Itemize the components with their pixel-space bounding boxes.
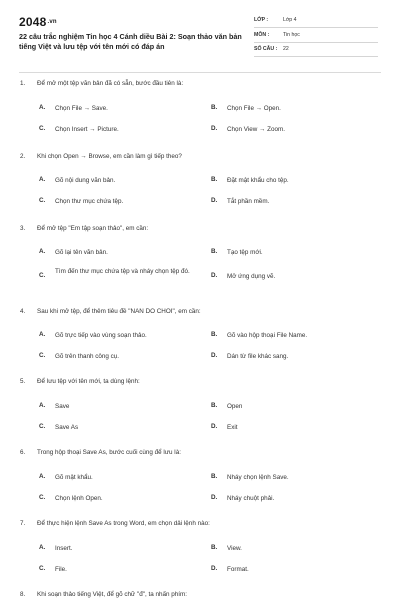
- question-number: 4.: [20, 308, 26, 315]
- option-text: Chọn thư mục chứa tệp.: [55, 198, 124, 205]
- option-letter: D.: [211, 125, 218, 132]
- option-text: Chọn lệnh Open.: [55, 495, 103, 502]
- option-letter: C.: [39, 125, 46, 132]
- question-text: [20, 378, 380, 385]
- option-letter: C.: [39, 565, 46, 572]
- page-title: 22 câu trắc nghiệm Tin học 4 Cánh diều Bài 2: Soạn thảo văn bản tiếng Việt và lưu tệp với tên mới có đáp án: [19, 32, 242, 51]
- header-divider: [19, 72, 381, 73]
- question-number: 8.: [20, 591, 26, 598]
- option-text: Tìm đến thư mục chứa tệp và nháy chọn tệp đó.: [55, 268, 190, 275]
- option-letter: D.: [211, 197, 218, 204]
- option-letter: B.: [211, 402, 218, 409]
- logo-text: 2048: [19, 15, 47, 29]
- meta-value: Tin học: [283, 32, 300, 38]
- option-text: Đặt mật khẩu cho tệp.: [227, 177, 289, 184]
- option-text: Mở ứng dụng vẽ.: [227, 273, 276, 280]
- question-prompt: Trong hộp thoại Save As, bước cuối cùng để lưu là:: [37, 449, 181, 456]
- option-text: Chọn View → Zoom.: [227, 126, 285, 133]
- meta-row-class: [254, 15, 378, 28]
- option-letter: A.: [39, 402, 46, 409]
- logo-suffix: .vn: [47, 19, 57, 25]
- option-letter: C.: [39, 352, 46, 359]
- option-text: Gõ trên thanh công cụ.: [55, 353, 120, 360]
- meta-value: 22: [283, 46, 289, 52]
- option-text: Tạo tệp mới.: [227, 249, 263, 256]
- site-logo[interactable]: [19, 15, 57, 29]
- option-text: Nháy chọn lệnh Save.: [227, 474, 289, 481]
- meta-label: LỚP :: [254, 17, 269, 23]
- option-text: Chọn File → Save.: [55, 105, 108, 112]
- question-prompt: Khi soạn thảo tiếng Việt, để gõ chữ "đ", ta nhấn phím:: [37, 591, 187, 598]
- option-text: View.: [227, 545, 242, 552]
- option-letter: C.: [39, 494, 46, 501]
- question-text: [20, 520, 380, 527]
- option-text: Gõ nội dung văn bản.: [55, 177, 116, 184]
- question-number: 5.: [20, 378, 26, 385]
- header: [0, 0, 400, 70]
- option-letter: A.: [39, 176, 46, 183]
- option-text: Dán từ file khác sang.: [227, 353, 289, 360]
- question-number: 1.: [20, 80, 26, 87]
- question-prompt: Để lưu tệp với tên mới, ta dùng lệnh:: [37, 378, 140, 385]
- option-letter: A.: [39, 248, 46, 255]
- option-letter: D.: [211, 423, 218, 430]
- option-letter: D.: [211, 494, 218, 501]
- question-number: 2.: [20, 153, 26, 160]
- option-text: Gõ mật khẩu.: [55, 474, 93, 481]
- option-letter: C.: [39, 197, 46, 204]
- option-text: File.: [55, 566, 67, 573]
- option-text: Gõ lại tên văn bản.: [55, 249, 108, 256]
- question-prompt: Để mở một tệp văn bản đã có sẵn, bước đầu tiên là:: [37, 80, 184, 87]
- option-letter: B.: [211, 544, 218, 551]
- option-text: Open: [227, 403, 243, 410]
- option-letter: B.: [211, 176, 218, 183]
- option-text: Gõ vào hộp thoại File Name.: [227, 332, 308, 339]
- option-letter: B.: [211, 331, 218, 338]
- option-letter: C.: [39, 272, 46, 279]
- option-letter: A.: [39, 104, 46, 111]
- question-number: 6.: [20, 449, 26, 456]
- option-letter: B.: [211, 248, 218, 255]
- option-text: Nháy chuột phải.: [227, 495, 275, 502]
- meta-label: MÔN :: [254, 32, 270, 38]
- option-letter: C.: [39, 423, 46, 430]
- option-letter: A.: [39, 473, 46, 480]
- option-letter: D.: [211, 352, 218, 359]
- meta-row-subject: [254, 30, 378, 43]
- option-text: Gõ trực tiếp vào vùng soạn thảo.: [55, 332, 147, 339]
- option-text: Format.: [227, 566, 249, 573]
- option-text: Chọn Insert → Picture.: [55, 126, 119, 133]
- question-text: [20, 308, 380, 315]
- question-text: [20, 225, 380, 232]
- question-prompt: Khi chọn Open → Browse, em cần làm gì tiếp theo?: [37, 153, 182, 160]
- option-text: Insert.: [55, 545, 73, 552]
- question-prompt: Sau khi mở tệp, để thêm tiêu đề "NAN DO CHOI", em cần:: [37, 308, 201, 315]
- option-letter: A.: [39, 331, 46, 338]
- option-text: Chọn File → Open.: [227, 105, 281, 112]
- option-text: Save: [55, 403, 70, 410]
- option-letter: B.: [211, 104, 218, 111]
- option-text: Tắt phần mềm.: [227, 198, 270, 205]
- question-text: [20, 80, 380, 87]
- option-text: Save As: [55, 424, 79, 431]
- question-prompt: Để mở tệp "Em tập soạn thảo", em cần:: [37, 225, 149, 232]
- question-text: [20, 591, 380, 598]
- option-letter: B.: [211, 473, 218, 480]
- meta-value: Lớp 4: [283, 17, 297, 23]
- option-letter: D.: [211, 565, 218, 572]
- question-text: [20, 153, 380, 160]
- question-number: 7.: [20, 520, 26, 527]
- meta-row-count: [254, 44, 378, 57]
- question-prompt: Để thực hiện lệnh Save As trong Word, em chọn dải lệnh nào:: [37, 520, 210, 527]
- meta-label: SỐ CÂU :: [254, 46, 278, 52]
- option-letter: D.: [211, 272, 218, 279]
- question-number: 3.: [20, 225, 26, 232]
- option-letter: A.: [39, 544, 46, 551]
- option-text: Exit: [227, 424, 238, 431]
- question-text: [20, 449, 380, 456]
